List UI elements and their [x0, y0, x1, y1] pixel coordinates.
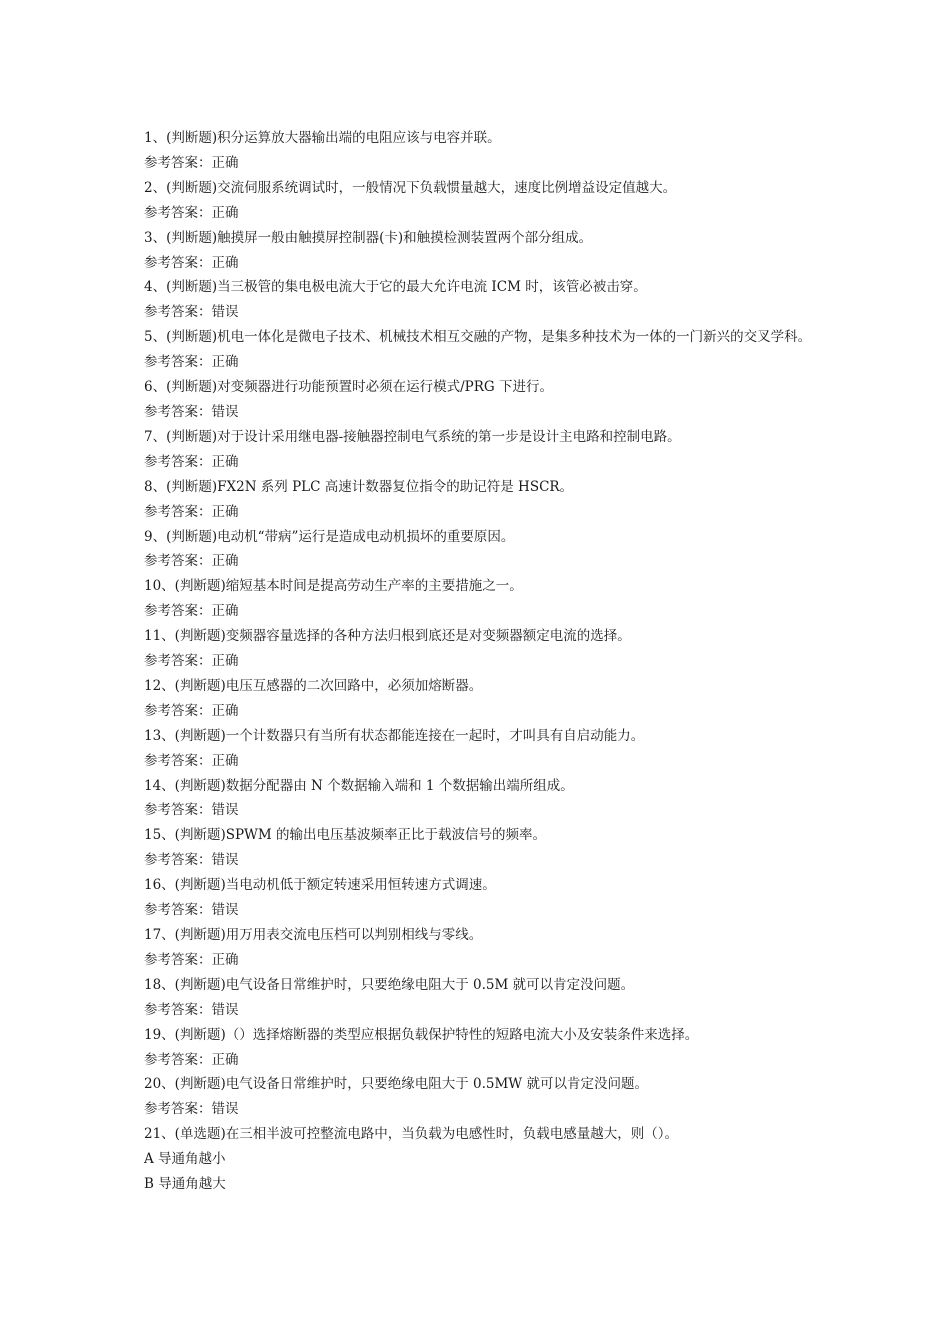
answer-20: 参考答案：错误 — [144, 1101, 239, 1118]
answer-2: 参考答案：正确 — [144, 204, 239, 221]
answer-9: 参考答案：正确 — [144, 553, 239, 570]
question-6: 6、(判断题)对变频器进行功能预置时必须在运行模式/PRG 下进行。 — [144, 379, 553, 396]
question-17: 17、(判断题)用万用表交流电压档可以判别相线与零线。 — [144, 927, 483, 943]
answer-5: 参考答案：正确 — [144, 354, 239, 371]
answer-18: 参考答案：错误 — [144, 1001, 239, 1018]
option-b: B 导通角越大 — [144, 1176, 226, 1193]
question-21: 21、(单选题)在三相半波可控整流电路中，当负载为电感性时，负载电感量越大，则（）。 — [144, 1126, 678, 1143]
question-13: 13、(判断题)一个计数器只有当所有状态都能连接在一起时，才叫具有自启动能力。 — [144, 727, 645, 744]
question-9: 9、(判断题)电动机“带病”运行是造成电动机损坏的重要原因。 — [144, 528, 515, 545]
answer-6: 参考答案：错误 — [144, 403, 239, 420]
question-10: 10、(判断题)缩短基本时间是提高劳动生产率的主要措施之一。 — [144, 578, 523, 595]
question-16: 16、(判断题)当电动机低于额定转速采用恒转速方式调速。 — [144, 877, 496, 894]
answer-14: 参考答案：错误 — [144, 802, 239, 819]
document-page — [144, 126, 824, 1197]
answer-7: 参考答案：正确 — [144, 453, 239, 470]
answer-3: 参考答案：正确 — [144, 254, 239, 271]
answer-17: 参考答案：正确 — [144, 951, 239, 968]
question-19: 19、(判断题)（）选择熔断器的类型应根据负载保护特性的短路电流大小及安装条件来选择。 — [144, 1026, 699, 1043]
answer-10: 参考答案：正确 — [144, 603, 239, 620]
question-11: 11、(判断题)变频器容量选择的各种方法归根到底还是对变频器额定电流的选择。 — [144, 628, 631, 645]
question-18: 18、(判断题)电气设备日常维护时，只要绝缘电阻大于 0.5M 就可以肯定没问题。 — [144, 976, 635, 993]
question-2: 2、(判断题)交流伺服系统调试时，一般情况下负载惯量越大，速度比例增益设定值越大。 — [144, 179, 677, 196]
question-4: 4、(判断题)当三极管的集电极电流大于它的最大允许电流 ICM 时，该管必被击穿。 — [144, 279, 647, 296]
answer-1: 参考答案：正确 — [144, 154, 239, 171]
question-14: 14、(判断题)数据分配器由 N 个数据输入端和 1 个数据输出端所组成。 — [144, 777, 574, 794]
answer-16: 参考答案：错误 — [144, 902, 239, 919]
answer-15: 参考答案：错误 — [144, 852, 239, 869]
answer-12: 参考答案：正确 — [144, 702, 239, 719]
question-12: 12、(判断题)电压互感器的二次回路中，必须加熔断器。 — [144, 677, 483, 694]
answer-4: 参考答案：错误 — [144, 304, 239, 321]
option-a: A 导通角越小 — [144, 1151, 226, 1168]
question-5: 5、(判断题)机电一体化是微电子技术、机械技术相互交融的产物，是集多种技术为一体的一门新兴的交叉学科。 — [144, 329, 812, 346]
answer-8: 参考答案：正确 — [144, 503, 239, 520]
question-8: 8、(判断题)FX2N 系列 PLC 高速计数器复位指令的助记符是 HSCR。 — [144, 478, 574, 495]
answer-13: 参考答案：正确 — [144, 752, 239, 769]
answer-19: 参考答案：正确 — [144, 1051, 239, 1068]
answer-11: 参考答案：正确 — [144, 653, 239, 670]
question-20: 20、(判断题)电气设备日常维护时，只要绝缘电阻大于 0.5MW 就可以肯定没问题。 — [144, 1076, 648, 1093]
question-7: 7、(判断题)对于设计采用继电器-接触器控制电气系统的第一步是设计主电路和控制电路。 — [144, 428, 681, 445]
question-1: 1、(判断题)积分运算放大器输出端的电阻应该与电容并联。 — [144, 130, 501, 146]
question-15: 15、(判断题)SPWM 的输出电压基波频率正比于载波信号的频率。 — [144, 827, 547, 844]
question-3: 3、(判断题)触摸屏一般由触摸屏控制器(卡)和触摸检测装置两个部分组成。 — [144, 229, 593, 246]
